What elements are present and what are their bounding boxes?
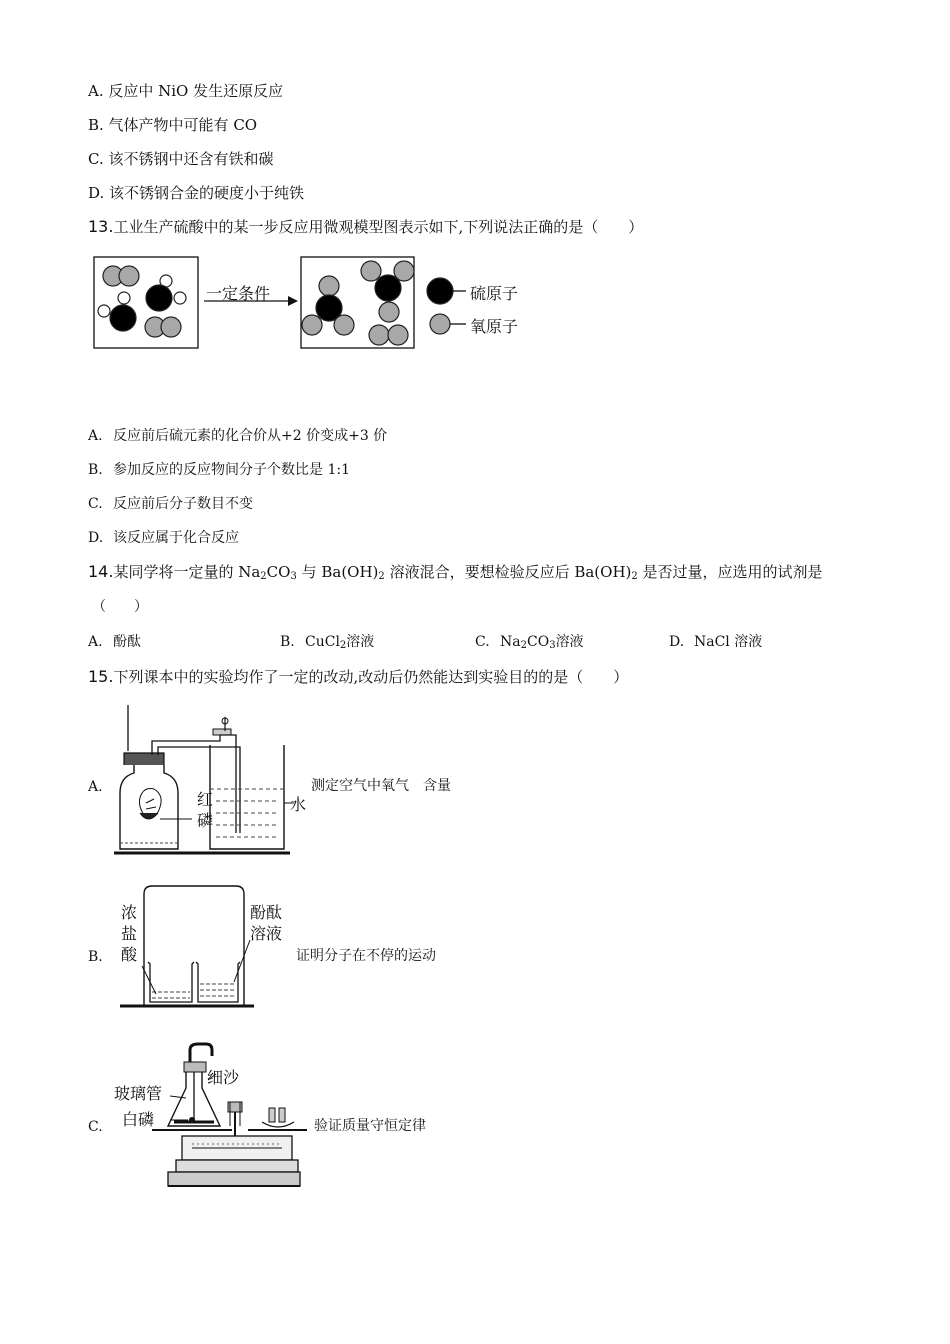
q15-number: 15. bbox=[88, 667, 114, 686]
legend-sulfur-icon bbox=[427, 278, 453, 304]
glass-tube-label: 玻璃管 bbox=[114, 1084, 163, 1103]
sulfur-atom-icon bbox=[110, 305, 136, 331]
conc-hcl-label-2: 盐 bbox=[120, 924, 137, 943]
q12-option-a: A. 反应中 NiO 发生还原反应 bbox=[88, 82, 284, 100]
phenolphthalein-label-1: 酚酞 bbox=[250, 903, 283, 922]
q14-option-a: A. 酚酞 bbox=[88, 634, 141, 650]
oxygen-atom-icon bbox=[379, 302, 399, 322]
q14-stem-line2: （ ） bbox=[92, 599, 148, 615]
q13-molecular-model-figure bbox=[90, 252, 540, 354]
oxygen-atom-icon bbox=[334, 315, 354, 335]
oxygen-atom-icon bbox=[174, 292, 186, 304]
q13-stem bbox=[88, 217, 643, 237]
weight bbox=[279, 1108, 285, 1122]
q15-stem-text: 下列课本中的实验均作了一定的改动,改动后仍然能达到实验目的的是（ ） bbox=[113, 668, 629, 686]
q13-option-a: A. 反应前后硫元素的化合价从+2 价变成+3 价 bbox=[88, 428, 388, 444]
balance-base bbox=[176, 1160, 298, 1172]
sulfur-atom-icon bbox=[375, 275, 401, 301]
q15-option-a-caption: 测定空气中氧气 含量 bbox=[311, 778, 451, 794]
q14-stem: 14.某同学将一定量的 $Na_2CO_3$ 与 $Ba(OH)_2$ 溶液混合，要想检验反应后 $Ba(OH)_2$ 是否过量，应选用的试剂是 bbox=[88, 562, 823, 582]
q13-option-b: B. 参加反应的反应物间分子个数比是 1:1 bbox=[88, 462, 350, 478]
flask-stopper bbox=[184, 1062, 206, 1072]
oxygen-atom-icon bbox=[119, 266, 139, 286]
sulfur-atom-icon bbox=[146, 285, 172, 311]
q13-number: 13. bbox=[88, 217, 114, 236]
q15-option-a-letter: A. bbox=[88, 779, 103, 795]
red-phosphorus-label-1: 红 bbox=[196, 790, 213, 809]
q15-option-b-caption: 证明分子在不停的运动 bbox=[296, 948, 436, 964]
q14-option-b: B. CuCl$_2$溶液 bbox=[280, 634, 375, 651]
conc-hcl-label-1: 浓 bbox=[120, 903, 137, 922]
water-label: 水 bbox=[289, 795, 306, 814]
oxygen-atom-icon bbox=[161, 317, 181, 337]
q13-option-d: D. 该反应属于化合反应 bbox=[88, 530, 239, 546]
gas-bottle bbox=[120, 765, 178, 849]
q12-option-d: D. 该不锈钢合金的硬度小于纯铁 bbox=[88, 184, 305, 202]
q12-option-c: C. 该不锈钢中还含有铁和碳 bbox=[88, 150, 274, 168]
q14-option-d: D. NaCl 溶液 bbox=[669, 634, 763, 650]
oxygen-atom-icon bbox=[302, 315, 322, 335]
weight bbox=[269, 1108, 275, 1122]
oxygen-atom-icon bbox=[98, 305, 110, 317]
q15-option-c-caption: 验证质量守恒定律 bbox=[314, 1118, 426, 1134]
legend-oxygen-label: 氧原子 bbox=[470, 317, 519, 336]
q15-option-c-letter: C. bbox=[88, 1119, 103, 1135]
oxygen-atom-icon bbox=[361, 261, 381, 281]
oxygen-content-apparatus bbox=[112, 703, 302, 858]
q14-option-c: C. $Na_2CO_3$溶液 bbox=[475, 634, 584, 651]
reaction-condition-label: 一定条件 bbox=[206, 284, 271, 303]
inverted-beaker bbox=[144, 886, 244, 1005]
legend-sulfur-label: 硫原子 bbox=[470, 284, 519, 303]
q13-stem-text: 工业生产硫酸中的某一步反应用微观模型图表示如下,下列说法正确的是（ ） bbox=[113, 218, 644, 236]
q13-option-c: C. 反应前后分子数目不变 bbox=[88, 496, 253, 512]
q15-stem bbox=[88, 667, 628, 687]
white-phosphorus-icon bbox=[189, 1117, 195, 1123]
oxygen-atom-icon bbox=[388, 325, 408, 345]
hcl-beaker bbox=[148, 962, 194, 1002]
beaker bbox=[210, 745, 284, 849]
reaction-arrow-head bbox=[288, 296, 298, 306]
clamp bbox=[213, 729, 231, 735]
conc-hcl-label-3: 酸 bbox=[120, 945, 137, 964]
oxygen-atom-icon bbox=[369, 325, 389, 345]
q12-option-b: B. 气体产物中可能有 CO bbox=[88, 116, 258, 134]
combustion-spoon bbox=[140, 813, 158, 819]
oxygen-atom-icon bbox=[118, 292, 130, 304]
white-phosphorus-label: 白磷 bbox=[122, 1110, 155, 1129]
phenolphthalein-label-2: 溶液 bbox=[250, 924, 283, 943]
legend-oxygen-icon bbox=[430, 314, 450, 334]
q14-number: 14. bbox=[88, 562, 114, 581]
oxygen-atom-icon bbox=[319, 276, 339, 296]
fine-sand-label: 细沙 bbox=[207, 1068, 240, 1087]
red-phosphorus-label-2: 磷 bbox=[196, 811, 213, 830]
q15-option-b-letter: B. bbox=[88, 949, 103, 965]
